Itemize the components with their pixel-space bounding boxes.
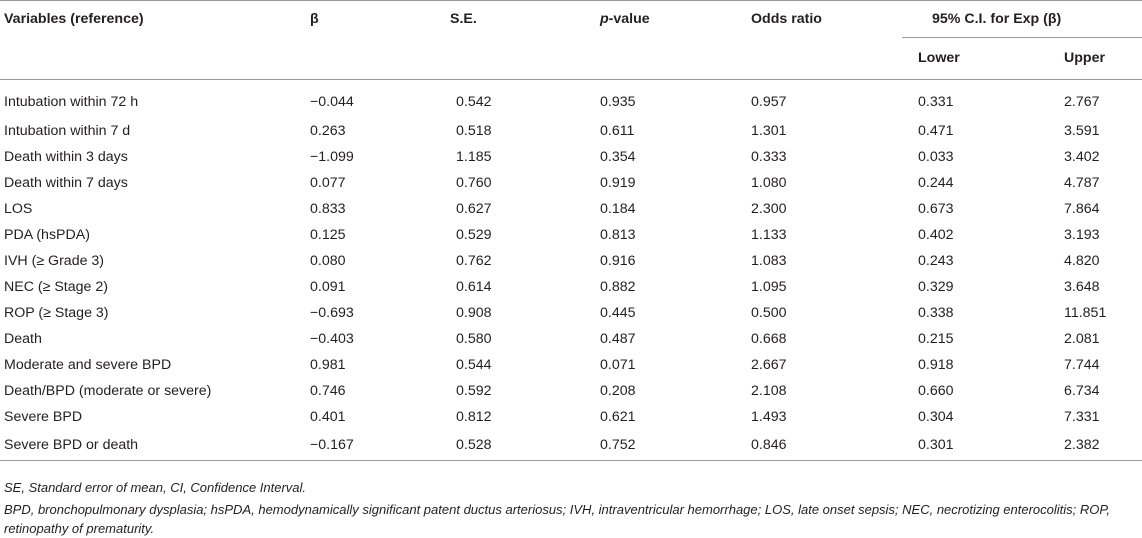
cell-p-value: 0.487 [600,331,636,347]
table-row [0,378,1142,404]
cell-p-value: 0.916 [600,253,636,269]
cell-ci-lower: 0.918 [918,357,954,373]
cell-ci-upper: 7.744 [1064,357,1100,373]
cell-p-value: 0.445 [600,305,636,321]
footnote-abbrev-1: SE, Standard error of mean, CI, Confidence Interval. [4,480,307,495]
cell-odds-ratio: 0.500 [751,305,787,321]
table-footnotes [4,478,1138,538]
table-row [0,79,1142,118]
table-row [0,274,1142,300]
cell-odds-ratio: 1.493 [751,409,787,425]
cell-odds-ratio: 1.133 [751,227,787,243]
cell-ci-upper: 4.820 [1064,253,1100,269]
header-p-suffix: -value [608,10,650,27]
cell-odds-ratio: 0.957 [751,93,787,110]
cell-p-value: 0.621 [600,409,636,425]
cell-ci-lower: 0.471 [918,123,954,139]
cell-odds-ratio: 2.108 [751,383,787,399]
cell-ci-lower: 0.329 [918,279,954,295]
table-row [0,248,1142,274]
cell-ci-upper: 3.193 [1064,227,1100,243]
table-row [0,222,1142,248]
cell-se: 0.518 [456,123,492,139]
cell-p-value: 0.919 [600,175,636,191]
cell-variable: Death within 7 days [4,175,128,191]
cell-variable: NEC (≥ Stage 2) [4,279,108,295]
cell-variable: PDA (hsPDA) [4,227,90,243]
cell-odds-ratio: 1.080 [751,175,787,191]
cell-p-value: 0.813 [600,227,636,243]
table-row [0,300,1142,326]
cell-ci-lower: 0.215 [918,331,954,347]
cell-ci-upper: 3.591 [1064,123,1100,139]
cell-ci-upper: 4.787 [1064,175,1100,191]
cell-variable: Death within 3 days [4,149,128,165]
header-row [0,0,1142,37]
header-variables: Variables (reference) [4,10,144,27]
cell-p-value: 0.935 [600,93,636,110]
table-row [0,196,1142,222]
cell-se: 0.760 [456,175,492,191]
cell-beta: 0.080 [310,253,346,269]
cell-beta: 0.091 [310,279,346,295]
cell-ci-lower: 0.402 [918,227,954,243]
cell-se: 0.544 [456,357,492,373]
cell-beta: −1.099 [310,149,354,165]
table-row [0,430,1142,461]
cell-odds-ratio: 1.095 [751,279,787,295]
cell-se: 1.185 [456,149,492,165]
cell-odds-ratio: 0.846 [751,430,902,461]
cell-variable: ROP (≥ Stage 3) [4,305,109,321]
header-beta: β [310,10,319,27]
cell-ci-lower: 0.301 [902,430,1052,461]
cell-variable: Intubation within 72 h [4,93,139,110]
cell-se: 0.627 [456,201,492,217]
cell-variable: LOS [4,201,33,217]
cell-beta: 0.833 [310,201,346,217]
cell-se: 0.580 [456,331,492,347]
cell-beta: 0.077 [310,175,346,191]
header-lower: Lower [918,50,960,66]
cell-ci-upper: 7.331 [1064,409,1100,425]
cell-ci-lower: 0.673 [918,201,954,217]
cell-beta: 0.981 [310,357,346,373]
cell-variable: Death [4,331,42,347]
cell-beta: 0.401 [310,409,346,425]
footnote-abbrev-2: BPD, bronchopulmonary dysplasia; hsPDA, hemodynamically significant patent ductus arteriosus; IVH, intraventricular hemorrhage; LOS, late onset sepsis; NEC, necrotizing enterocolitis; ROP, retinopathy of prematurity. [4,502,1111,536]
cell-variable: Moderate and severe BPD [4,357,172,373]
cell-beta: −0.693 [310,305,354,321]
header-p-italic: p [600,10,609,27]
table-row [0,352,1142,378]
cell-variable: Death/BPD (moderate or severe) [4,383,212,399]
cell-ci-upper: 6.734 [1064,383,1100,399]
cell-p-value: 0.071 [600,357,636,373]
cell-odds-ratio: 0.668 [751,331,787,347]
cell-variable: Intubation within 7 d [4,123,131,139]
cell-beta: −0.044 [310,93,354,110]
cell-odds-ratio: 1.301 [751,123,787,139]
table-body [0,79,1142,461]
cell-se: 0.762 [456,253,492,269]
cell-p-value: 0.184 [600,201,636,217]
cell-ci-upper: 3.402 [1064,149,1100,165]
table-row [0,170,1142,196]
cell-ci-lower: 0.243 [918,253,954,269]
table-row [0,404,1142,430]
cell-beta: −0.403 [310,331,354,347]
cell-se: 0.528 [450,430,600,461]
cell-se: 0.908 [456,305,492,321]
table-row [0,326,1142,352]
cell-se: 0.529 [456,227,492,243]
cell-ci-lower: 0.304 [918,409,954,425]
cell-beta: −0.167 [310,430,450,461]
header-upper: Upper [1064,50,1105,66]
cell-ci-upper: 3.648 [1064,279,1100,295]
cell-beta: 0.746 [310,383,346,399]
cell-se: 0.614 [456,279,492,295]
cell-variable: Severe BPD or death [0,430,310,461]
cell-p-value: 0.611 [600,123,635,139]
table-row [0,144,1142,170]
cell-ci-lower: 0.660 [918,383,954,399]
cell-ci-upper: 11.851 [1064,305,1107,321]
header-ci: 95% C.I. for Exp (β) [932,10,1062,27]
cell-p-value: 0.752 [600,430,751,461]
cell-ci-upper: 2.081 [1064,331,1100,347]
cell-p-value: 0.882 [600,279,636,295]
cell-ci-upper: 7.864 [1064,201,1100,217]
header-p-value [600,0,751,37]
cell-odds-ratio: 2.667 [751,357,787,373]
cell-variable: IVH (≥ Grade 3) [4,253,105,269]
cell-ci-lower: 0.244 [918,175,954,191]
cell-odds-ratio: 1.083 [751,253,787,269]
cell-variable: Severe BPD [4,409,83,425]
table-row [0,118,1142,144]
cell-ci-lower: 0.033 [918,149,954,165]
cell-p-value: 0.354 [600,149,636,165]
cell-ci-lower: 0.331 [918,93,954,110]
header-se: S.E. [450,10,477,27]
cell-se: 0.542 [456,93,492,110]
cell-odds-ratio: 2.300 [751,201,787,217]
cell-se: 0.592 [456,383,492,399]
subheader-row [0,37,1142,79]
cell-beta: 0.263 [310,123,346,139]
cell-odds-ratio: 0.333 [751,149,787,165]
cell-ci-upper: 2.767 [1064,93,1100,110]
cell-ci-upper: 2.382 [1052,430,1142,461]
cell-ci-lower: 0.338 [918,305,954,321]
cell-se: 0.812 [456,409,492,425]
cell-beta: 0.125 [310,227,346,243]
header-odds-ratio: Odds ratio [751,10,822,27]
cell-p-value: 0.208 [600,383,636,399]
